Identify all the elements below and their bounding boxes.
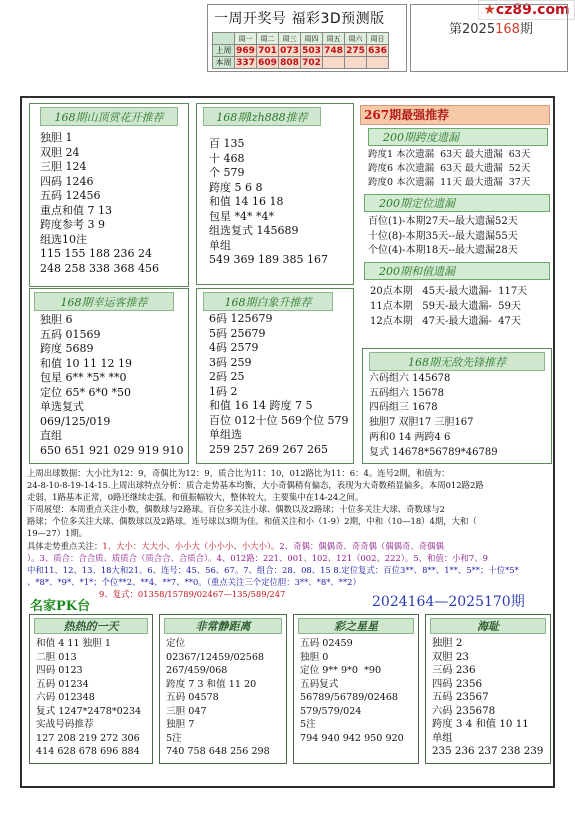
text-line: 单选复式 (40, 400, 84, 413)
text-line: 直组 (40, 429, 62, 442)
text-line: 414 628 678 696 884 (36, 746, 140, 757)
text-line: 单组选 (209, 428, 242, 441)
weekday-cell: 周五 (323, 33, 345, 45)
weekday-cell: 周二 (257, 33, 279, 45)
panel-caizhi (293, 614, 419, 764)
text-line: 5码 25679 (209, 326, 266, 340)
main-frame (20, 96, 555, 788)
panel-lines (300, 637, 404, 745)
text-line: 5注 (166, 732, 182, 744)
text-line: 5注 (300, 719, 316, 730)
text-line: 独胆 1 (40, 131, 73, 144)
panel-lines (166, 637, 270, 759)
text-line: 个位(4)-本期18天--最大遗漏28天 (368, 245, 518, 256)
panel-haibi (425, 614, 551, 764)
text-line: 百位 012十位 569个位 579 (209, 413, 349, 427)
text-line: 56789/56789/02468 (300, 692, 399, 703)
panel-lines (369, 372, 498, 460)
weekday-cell: 周一 (235, 33, 257, 45)
kuadu-title: 200期跨度遗漏 (368, 128, 548, 146)
draw-number: 748 (324, 45, 343, 56)
text-line: 独胆 7 (166, 719, 195, 730)
text-line: 跨度 5 6 8 (209, 180, 263, 194)
panel-shanding (29, 103, 189, 287)
weekly-draw-title: 一周开奖号 福彩3D预测版 (214, 11, 385, 27)
dingwei-title: 200期定位遗漏 (364, 194, 550, 212)
text-line: 定位 9** 9*0 *90 (300, 665, 382, 676)
panel-title: 168期幸运客推荐 (34, 292, 174, 311)
text-line: 248 258 338 368 456 (40, 261, 159, 275)
text-line: 069/125/019 (40, 414, 111, 428)
text-line: 百 135 (209, 137, 245, 150)
text-line: 02367/12459/02568 (166, 651, 265, 663)
draw-number: 808 (280, 57, 299, 68)
weekly-draw-box (207, 4, 407, 72)
draw-number: 701 (258, 45, 277, 56)
panel-feichang (159, 614, 287, 764)
text-line: 跨度0 本次遗漏 11天 最大遗漏 37天 (368, 177, 531, 188)
text-line: 定位 65* 6*0 *50 (40, 385, 131, 399)
text-line: 双胆 24 (40, 145, 80, 159)
draw-number: 636 (368, 45, 387, 56)
weekday-header-row (213, 33, 389, 45)
draw-number (367, 57, 389, 69)
text-line: 六码组六 145678 (369, 373, 451, 384)
panel-baixiang (196, 288, 354, 464)
text-line: 3码 259 (209, 355, 252, 369)
panel-lines (40, 313, 183, 458)
text-line: 两和0 14 两跨4 6 (369, 431, 451, 443)
text-line: 五码 23567 (432, 691, 489, 703)
text-line: 四码 1246 (40, 174, 94, 188)
text-line: 重点和值 7 13 (40, 203, 112, 217)
analysis-line: ）。3、质合：合合质、质质合（质合合、合质合）。4、012路：221、001、102、121（002、222）。5、和值：小和7、9 (27, 552, 488, 563)
text-line: 6码 125679 (209, 312, 273, 325)
text-line: 五码 02459 (300, 638, 353, 649)
weekday-cell: 周四 (301, 33, 323, 45)
panel-title: 非常静距离 (164, 618, 282, 634)
issue-range: 2024164—2025170期 (372, 594, 525, 610)
panel-title: 168期白象升推荐 (203, 292, 333, 311)
text-line: 五码复式 (300, 678, 339, 690)
panel-title: 168期山顶赏花开推荐 (40, 107, 178, 126)
panel-title: 彩之星星 (298, 618, 414, 634)
text-line: 四码组三 1678 (369, 402, 438, 414)
star-icon: ★ (483, 2, 496, 18)
draw-number: 337 (236, 57, 255, 68)
text-line: 五码 01234 (36, 678, 89, 690)
text-line: 个 579 (209, 166, 245, 179)
text-line: 六码 235678 (432, 704, 496, 717)
text-line: 二胆 013 (36, 651, 77, 663)
text-line: 跨度 3 4 和值 10 11 (432, 718, 529, 730)
text-line: 复式 1247*2478*0234 (36, 705, 142, 717)
text-line: 包星 6** *5* **0 (40, 371, 127, 384)
text-line: 三胆 047 (166, 705, 207, 717)
dingwei-lines (368, 215, 518, 259)
text-line: 十 468 (209, 151, 245, 165)
draw-number: 073 (280, 45, 299, 56)
text-line: 1码 2 (209, 384, 238, 398)
analysis-line: 下周展望：本周重点关注小数，偶数球与2路球。百位多关注小球、偶数以及2路球；十位多关注大球、奇数球与2 (27, 504, 445, 515)
pk-title: 名家PK台 (30, 599, 91, 614)
text-line: 四码 0123 (36, 665, 83, 676)
text-line: 12点本期 47天-最大遗漏- 47天 (370, 316, 521, 327)
text-line: 跨度6 本次遗漏 63天 最大遗漏 52天 (368, 163, 531, 174)
text-line: 650 651 921 029 919 910 (40, 443, 184, 457)
panel-title: 168期无敌先锋推荐 (369, 352, 545, 371)
text-line: 20点本期 45天-最大遗漏- 117天 (370, 286, 528, 297)
text-line: 单组 (209, 238, 231, 252)
text-line: 跨度 7 3 和值 11 20 (166, 678, 257, 690)
text-line: 四码 2356 (432, 677, 483, 690)
panel-lzh888 (196, 103, 354, 285)
text-line: 百位(1)-本期27天--最大遗漏52天 (368, 216, 518, 227)
text-line: 740 758 648 256 298 (166, 746, 270, 757)
text-line: 五码组六 15678 (369, 387, 444, 399)
weekday-cell: 周日 (367, 33, 389, 45)
text-line: 和值 16 14 跨度 7 5 (209, 399, 313, 412)
analysis-line: 上周出球数据：大小比为12：9，奇偶比为12：9，质合比为11：10，012路比为11：6：4。连号2期，和值为： (27, 468, 450, 478)
text-line: 三码 236 (432, 664, 476, 676)
draw-number: 503 (302, 45, 321, 56)
row-label: 上周 (213, 45, 235, 57)
text-line: 127 208 219 272 306 (36, 732, 140, 744)
analysis-line: 路球；个位多关注大球、偶数球以及2路球。连号球以3期为佳。和值关注和小（1-9）2期，中和（10—18）4期，大和（ (27, 516, 477, 527)
text-line: 实战号码推荐 (36, 719, 94, 730)
panel-lines (36, 637, 141, 759)
text-line: 2码 25 (209, 370, 245, 383)
text-line: 独胆 0 (300, 651, 329, 663)
issue-number: 第2025168期 (449, 22, 533, 37)
analysis-line: 24-8-10-8-19-14-15.上周出球特点分析：质合走势基本均衡，大小奇偶稍有偏态，表现为大奇数稍显偏多。本周012路2路 (27, 480, 484, 491)
analysis-line: 19—27）1期。 (27, 528, 88, 539)
text-line: 259 257 269 267 265 (209, 442, 328, 456)
text-line: 组选10注 (40, 232, 87, 246)
text-line: 组选复式 145689 (209, 224, 299, 237)
panel-title: 海耻 (430, 618, 546, 634)
analysis-line: 具体走势重点关注：1、大小：大大小、小小大（小小小、小大小）。2、奇偶：偶偶奇、奇奇偶（偶偶奇、奇偶偶 (27, 540, 444, 551)
text-line: 六码 012348 (36, 692, 95, 703)
text-line: 五码 12456 (40, 189, 101, 202)
text-line: 独胆 2 (432, 637, 463, 649)
weekday-cell: 周六 (345, 33, 367, 45)
text-line: 定位 (166, 638, 186, 649)
panel-lines (209, 137, 328, 268)
draw-number (345, 57, 367, 69)
text-line: 独胆 6 (40, 313, 73, 326)
draw-number: 275 (346, 45, 365, 56)
text-line: 复式 14678*56789*46789 (369, 446, 498, 458)
site-logo-text: cz89.com (495, 2, 570, 18)
weekly-draw-table (212, 32, 389, 69)
text-line: 和值 14 16 18 (209, 195, 284, 208)
text-line: 跨度参考 3 9 (40, 218, 105, 231)
text-line: 235 236 237 238 239 (432, 745, 544, 757)
text-line: 包星 *4* *4* (209, 209, 274, 223)
draw-number (323, 57, 345, 69)
last-week-row (213, 45, 389, 57)
text-line: 十位(8)-本期35天--最大遗漏55天 (368, 230, 518, 242)
kuadu-lines (368, 148, 530, 190)
draw-number: 609 (258, 57, 277, 68)
text-line: 跨度 5689 (40, 342, 94, 355)
issue-box (410, 4, 568, 72)
this-week-row (213, 57, 389, 69)
analysis-line: 走弱，1路基本正常，0路还继续走强。和值振幅较大，整体较大，主要集中在14-24之间。 (27, 492, 364, 503)
panel-rere (29, 614, 153, 764)
text-line: 794 940 942 950 920 (300, 732, 404, 744)
text-line: 和值 4 11 独胆 1 (36, 638, 111, 649)
panel-lines (209, 312, 348, 457)
text-line: 267/459/068 (166, 665, 228, 676)
analysis-line: 9、复式：01358/15789/02467—135/589/247 (99, 588, 286, 599)
hezhi-lines (370, 284, 527, 329)
weekday-cell: 周三 (279, 33, 301, 45)
text-line: 五码 04578 (166, 692, 219, 703)
text-line: 独胆7 双胆17 三胆167 (369, 417, 474, 429)
analysis-line: 中和11、12、13、18大和21。6、连号：45、56、67。7、组合：28、08、15 8.定位复式：百位3**、8**、1**、5**；十位*5* (27, 564, 519, 575)
text-line: 和值 10 11 12 19 (40, 356, 132, 370)
draw-number: 969 (236, 45, 255, 56)
panel-title: 热热的一天 (34, 618, 148, 634)
text-line: 双胆 23 (432, 650, 469, 663)
analysis-line: 、*8*、*9*、*1*；个位**2、**4、**7、**0。（重点关注三个定位胆：3**、*8*、**2） (27, 576, 361, 587)
text-line: 三胆 124 (40, 160, 87, 173)
text-line: 579/579/024 (300, 705, 362, 717)
text-line: 11点本期 59天-最大遗漏- 59天 (370, 301, 521, 312)
hot-title-bar: 267期最强推荐 (360, 105, 550, 125)
text-line: 4码 2579 (209, 341, 259, 354)
panel-xingyun (29, 288, 189, 464)
panel-wudi (362, 348, 552, 464)
text-line: 单组 (432, 731, 453, 744)
text-line: 跨度1 本次遗漏 63天 最大遗漏 63天 (368, 149, 531, 160)
draw-number: 702 (302, 57, 321, 68)
panel-lines (40, 131, 159, 276)
hezhi-title: 200期和值遗漏 (364, 262, 550, 280)
text-line: 115 155 188 236 24 (40, 247, 152, 260)
text-line: 五码 01569 (40, 327, 101, 341)
panel-title: 168期lzh888推荐 (203, 107, 321, 126)
text-line: 549 369 189 385 167 (209, 253, 328, 266)
row-label: 本周 (213, 57, 235, 69)
analysis-text (27, 467, 550, 600)
panel-lines (432, 637, 543, 759)
